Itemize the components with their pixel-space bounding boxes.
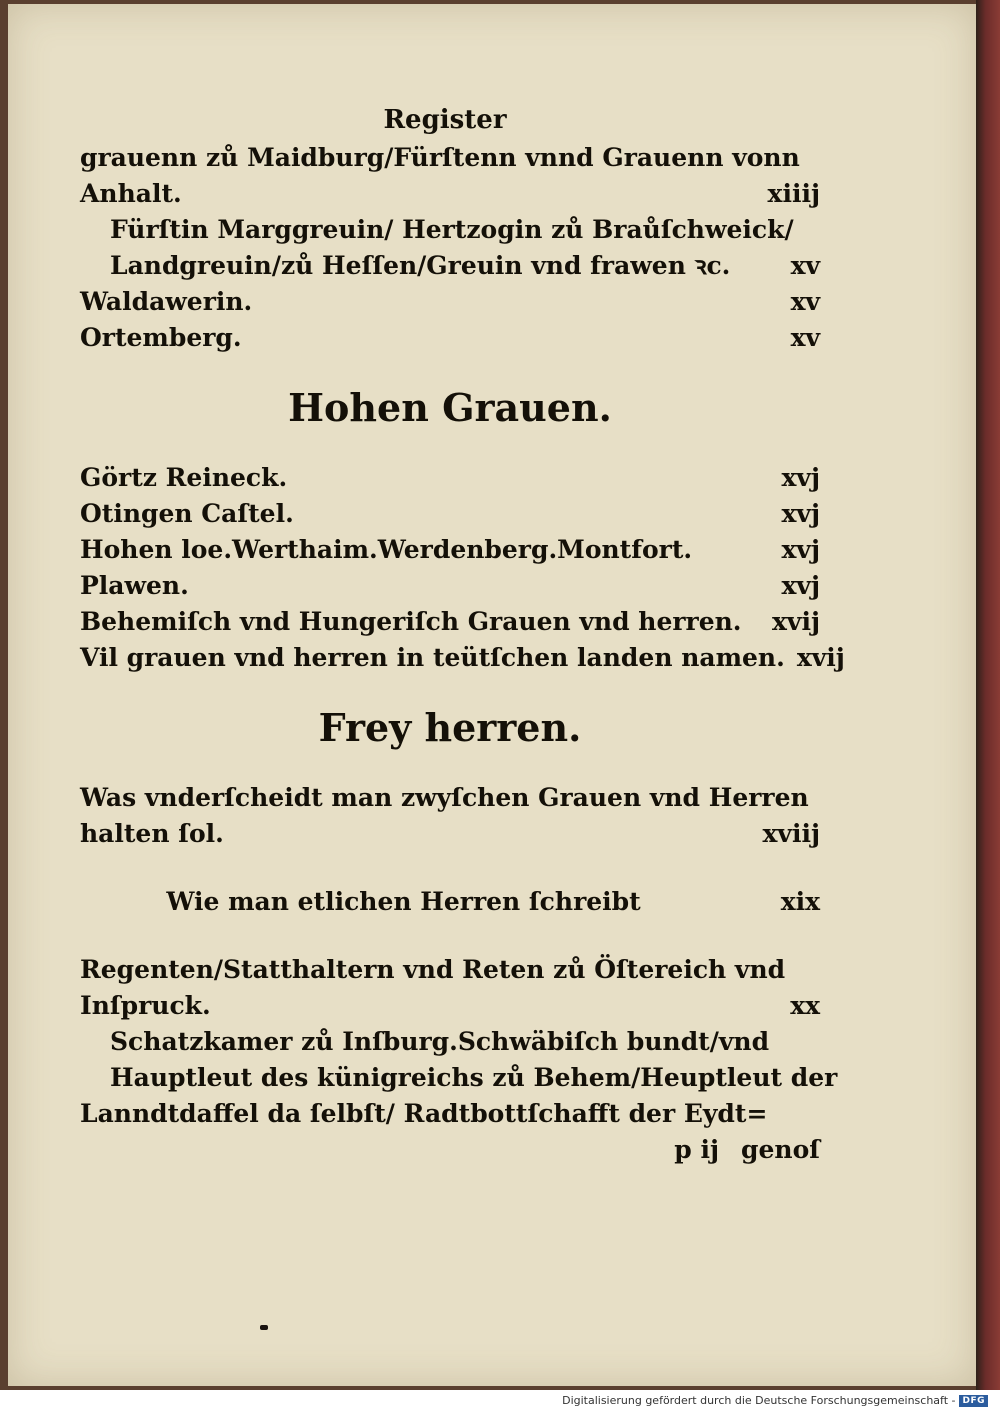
entry-row — [80, 780, 820, 816]
catchword: genoſ — [741, 1135, 820, 1164]
entry-row — [80, 1060, 838, 1096]
entry-page-number: xv — [790, 287, 820, 316]
entry-row — [80, 1024, 820, 1060]
entry-page-number: xiiij — [767, 179, 820, 208]
entry-text: Otingen Caſtel. — [80, 499, 294, 528]
entry-row — [80, 176, 820, 212]
digitization-credit-bar — [0, 1390, 1000, 1411]
credit-text: Digitalisierung gefördert durch die Deutsche Forschungsgemeinschaft - — [562, 1394, 956, 1407]
entry-text: Hauptleut des künigreichs zů Behem/Heuptleut der — [110, 1063, 838, 1092]
entry-row — [80, 988, 820, 1024]
entry-row — [80, 884, 820, 920]
entry-text: Wie man etlichen Herren ſchreibt — [166, 887, 641, 916]
entry-text: Behemiſch vnd Hungeriſch Grauen vnd herren. — [80, 607, 742, 636]
entry-row — [80, 140, 820, 176]
entry-text: Ortemberg. — [80, 323, 242, 352]
entry-page-number: xvj — [781, 571, 820, 600]
register-text — [80, 100, 845, 1168]
entry-page-number: xvij — [796, 643, 845, 672]
entry-text: Schatzkamer zů Inſburg.Schwäbiſch bundt/vnd — [110, 1027, 770, 1056]
entry-text: Anhalt. — [80, 179, 182, 208]
entry-row — [80, 496, 820, 532]
entry-row — [80, 816, 820, 852]
entry-row — [80, 568, 820, 604]
entry-row — [80, 460, 820, 496]
entry-text: grauenn zů Maidburg/Fürſtenn vnnd Grauenn vonn — [80, 143, 800, 172]
entry-row — [80, 1096, 820, 1132]
entry-row — [80, 284, 820, 320]
entry-row — [80, 320, 820, 356]
entry-page-number: xvj — [781, 463, 820, 492]
section-heading: Frey herren. — [318, 705, 582, 750]
entry-page-number: xvij — [772, 607, 820, 636]
entry-page-number: xv — [790, 323, 820, 352]
entry-text: Waldawerin. — [80, 287, 253, 316]
entry-text: Landgreuin/zů Heſſen/Greuin vnd frawen ꝛc. — [110, 251, 731, 280]
entry-text: Hohen loe.Werthaim.Werdenberg.Montfort. — [80, 535, 693, 564]
entry-row — [80, 532, 820, 568]
signature-mark: p ij — [674, 1135, 719, 1164]
entry-page-number: xix — [780, 887, 820, 916]
section-heading: Hohen Grauen. — [288, 385, 612, 430]
dfg-logo[interactable]: DFG — [959, 1395, 988, 1407]
entry-text: Plawen. — [80, 571, 189, 600]
entry-page-number: xvj — [781, 499, 820, 528]
section-3 — [80, 780, 820, 852]
ink-speck — [260, 1325, 268, 1330]
signature-line — [80, 1132, 820, 1168]
section-4 — [80, 952, 838, 1132]
entry-text: halten ſol. — [80, 819, 224, 848]
section-1 — [80, 140, 820, 356]
entry-text: Vil grauen vnd herren in teütſchen landen namen. — [80, 643, 785, 672]
entry-text: Regenten/Statthaltern vnd Reten zů Öſtereich vnd — [80, 955, 786, 984]
entry-row — [80, 212, 820, 248]
entry-text: Fürſtin Marggreuin/ Hertzogin zů Braůſchweick/ — [110, 215, 794, 244]
entry-text: Görtz Reineck. — [80, 463, 288, 492]
entry-page-number: xx — [790, 991, 820, 1020]
entry-row — [80, 248, 820, 284]
entry-page-number: xvj — [781, 535, 820, 564]
entry-text: Inſpruck. — [80, 991, 211, 1020]
entry-text: Was vnderſcheidt man zwyſchen Grauen vnd Herren — [80, 783, 809, 812]
entry-text: Lanndtdaffel da ſelbſt/ Radtbottſchafft der Eydt= — [80, 1099, 768, 1128]
entry-row — [80, 604, 820, 640]
entry-row — [80, 640, 845, 676]
book-spine — [976, 0, 1000, 1390]
entry-page-number: xviij — [762, 819, 820, 848]
entry-page-number: xv — [790, 251, 820, 280]
page-header: Register — [383, 105, 507, 135]
entry-row — [80, 952, 820, 988]
section-2 — [80, 460, 845, 676]
